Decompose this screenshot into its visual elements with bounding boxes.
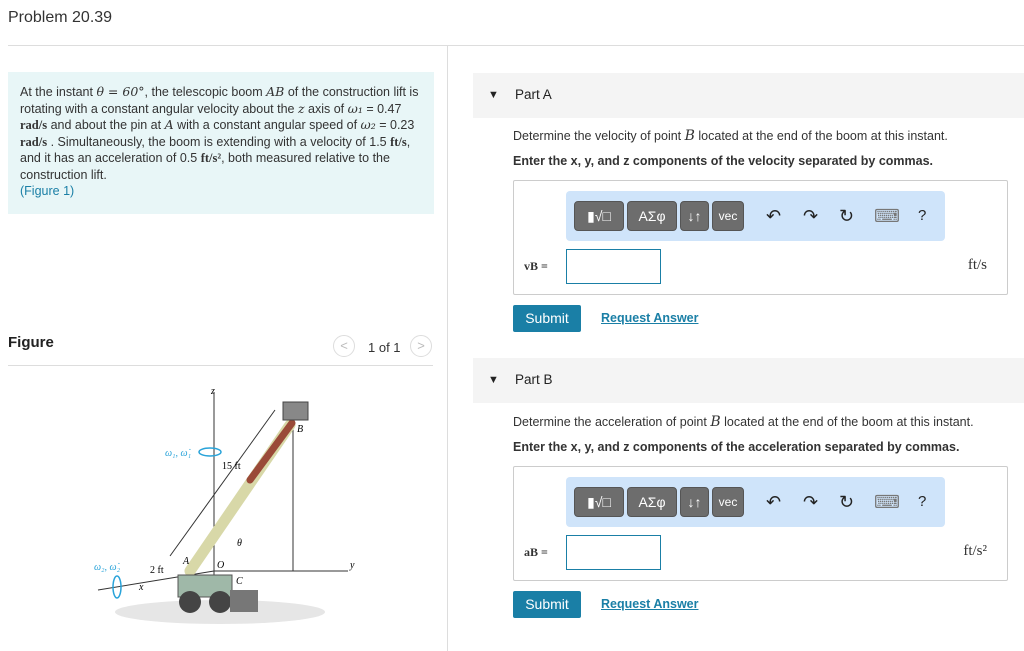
text: located at the end of the boom at this instant.	[720, 415, 974, 429]
math: ft/s	[390, 134, 407, 149]
math: AB	[266, 84, 285, 99]
templates-button[interactable]: ▮√□	[574, 487, 624, 517]
templates-button[interactable]: ▮√□	[574, 201, 624, 231]
construction-lift-figure	[90, 380, 355, 630]
problem-statement	[8, 72, 434, 214]
label-z: z	[211, 386, 215, 397]
text: located at the end of the boom at this instant.	[694, 129, 948, 143]
figure-heading: Figure	[8, 334, 54, 351]
math: rad/s	[20, 134, 48, 149]
part-a-instructions: Enter the x, y, and z components of the velocity separated by commas.	[513, 154, 934, 168]
page-title: Problem 20.39	[8, 9, 113, 26]
greek-button[interactable]: ΑΣφ	[627, 487, 677, 517]
vec-button[interactable]: vec	[712, 201, 744, 231]
text: Determine the velocity of point	[513, 129, 685, 143]
math-toolbar	[566, 477, 945, 527]
request-answer-link[interactable]: Request Answer	[601, 311, 699, 325]
label-omega1: ω₁, ω̇₁	[165, 448, 192, 459]
velocity-input[interactable]	[566, 249, 661, 284]
math: B	[684, 128, 695, 144]
figure-pager: 1 of 1	[368, 340, 401, 355]
label-x: x	[139, 582, 144, 593]
collapse-triangle-icon[interactable]: ▼	[488, 374, 499, 386]
ab-label: aB =	[524, 545, 548, 559]
math: B	[710, 414, 721, 430]
label-length: 15 ft	[222, 461, 241, 472]
text: axis of	[304, 101, 348, 116]
keyboard-icon[interactable]: ⌨	[874, 206, 900, 226]
next-figure-button[interactable]: >	[410, 335, 432, 357]
text: with a constant angular speed of	[173, 118, 361, 132]
unit-label: ft/s	[967, 257, 987, 273]
text: , and it has an acceleration of 0.5	[20, 134, 411, 165]
text: Determine the acceleration of point	[513, 415, 711, 429]
submit-button[interactable]: Submit	[513, 305, 581, 332]
request-answer-link[interactable]: Request Answer	[601, 597, 699, 611]
math: ω₂	[360, 117, 376, 132]
part-a-label: Part A	[515, 87, 552, 102]
text: . Simultaneously, the boom is extending with a velocity of 1.5	[47, 134, 391, 149]
boom-upper	[250, 423, 292, 480]
unit-label: ft/s²	[963, 543, 987, 559]
part-b-answer-box	[513, 466, 1008, 581]
part-a-header[interactable]	[473, 73, 1024, 118]
redo-icon[interactable]: ↷	[803, 492, 819, 512]
math: A	[164, 117, 174, 132]
text: = 0.47	[362, 101, 402, 116]
part-b-question	[513, 414, 974, 430]
label-2ft: 2 ft	[150, 565, 164, 576]
vb-label: vB =	[524, 259, 548, 273]
acceleration-input[interactable]	[566, 535, 661, 570]
divider	[8, 365, 433, 366]
math-toolbar	[566, 191, 945, 241]
part-b-header[interactable]	[473, 358, 1024, 403]
column-divider	[447, 46, 448, 651]
math: ω₁	[347, 100, 363, 116]
part-a-answer-box	[513, 180, 1008, 295]
label-c: C	[236, 576, 243, 587]
label-y: y	[350, 560, 355, 571]
part-b-instructions: Enter the x, y, and z components of the acceleration separated by commas.	[513, 440, 960, 454]
part-a-question	[513, 128, 948, 144]
arrows-button[interactable]: ↓↑	[680, 487, 709, 517]
wheel	[209, 591, 231, 613]
rear-wheels	[230, 590, 258, 612]
prev-figure-button[interactable]: <	[333, 335, 355, 357]
label-theta: θ	[237, 538, 242, 549]
text: and about the pin at	[47, 118, 165, 132]
rotation-arrow-icon	[199, 448, 221, 456]
label-a: A	[183, 556, 190, 567]
math: ft/s²	[200, 151, 222, 165]
figure-link[interactable]: (Figure 1)	[20, 184, 75, 198]
math: z	[297, 100, 305, 116]
text: of the construction lift is rotating with a constant angular velocity about the	[20, 85, 419, 116]
wheel	[179, 591, 201, 613]
part-b-label: Part B	[515, 372, 553, 387]
math: rad/s	[20, 118, 48, 132]
label-omega2: ω₂, ω̇₂	[94, 562, 121, 573]
reset-icon[interactable]: ↻	[839, 206, 855, 226]
greek-button[interactable]: ΑΣφ	[627, 201, 677, 231]
keyboard-icon[interactable]: ⌨	[874, 492, 900, 512]
dimension-line	[170, 410, 275, 556]
text: At the instant	[20, 85, 97, 99]
divider	[8, 45, 1024, 46]
undo-icon[interactable]: ↶	[766, 492, 782, 512]
undo-icon[interactable]: ↶	[766, 206, 782, 226]
text: , both measured relative to the construction lift.	[20, 151, 390, 182]
label-b: B	[297, 424, 304, 435]
text: = 0.23	[375, 118, 415, 132]
collapse-triangle-icon[interactable]: ▼	[488, 89, 499, 101]
redo-icon[interactable]: ↷	[803, 206, 819, 226]
help-icon[interactable]: ?	[918, 207, 927, 224]
label-o: O	[217, 560, 225, 571]
platform	[283, 402, 308, 420]
math: θ = 60°	[96, 84, 145, 99]
text: , the telescopic boom	[144, 85, 267, 99]
vec-button[interactable]: vec	[712, 487, 744, 517]
arrows-button[interactable]: ↓↑	[680, 201, 709, 231]
submit-button[interactable]: Submit	[513, 591, 581, 618]
help-icon[interactable]: ?	[918, 493, 927, 510]
reset-icon[interactable]: ↻	[839, 492, 855, 512]
